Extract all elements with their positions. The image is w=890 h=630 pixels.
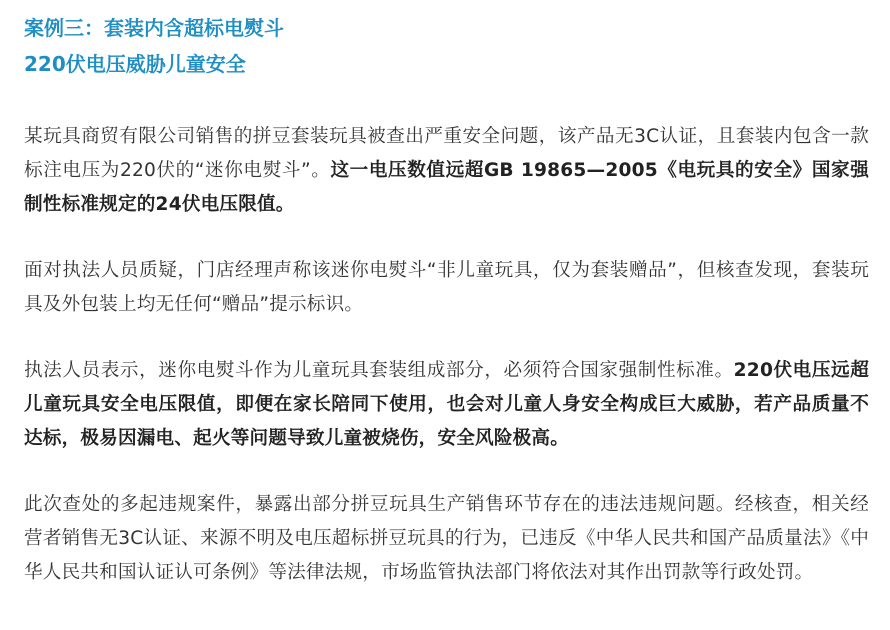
- paragraph-1-text: 某玩具商贸有限公司销售的拼豆套装玩具被查出严重安全问题，该产品无3C认证，且套装内包含一款标注电压为220伏的“迷你电熨斗”。: [24, 126, 869, 181]
- paragraph-4-text: 此次查处的多起违规案件，暴露出部分拼豆玩具生产销售环节存在的违法违规问题。经核查，相关经营者销售无3C认证、来源不明及电压超标拼豆玩具的行为，已违反《中华人民共和国产品质量法》《中华人民共和国认证认可条例》等法律法规，市场监管执法部门将依法对其作出罚款等行政处罚。: [24, 494, 869, 583]
- article-title: [24, 10, 869, 82]
- paragraph-3-text: 执法人员表示，迷你电熨斗作为儿童玩具套装组成部分，必须符合国家强制性标准。: [24, 360, 734, 381]
- paragraph-4: [24, 488, 869, 590]
- paragraph-3: [24, 354, 869, 456]
- paragraph-2: [24, 254, 869, 322]
- paragraph-3-emphasis: 220伏电压远超儿童玩具安全电压限值，即便在家长陪同下使用，也会对儿童人身安全构成巨大威胁，若产品质量不达标，极易因漏电、起火等问题导致儿童被烧伤，安全风险极高。: [24, 360, 869, 449]
- article: [24, 10, 869, 590]
- paragraph-2-text: 面对执法人员质疑，门店经理声称该迷你电熨斗“非儿童玩具，仅为套装赠品”，但核查发现，套装玩具及外包装上均无任何“赠品”提示标识。: [24, 260, 869, 315]
- title-line-2: 220伏电压威胁儿童安全: [24, 52, 246, 76]
- paragraph-1: [24, 120, 869, 222]
- paragraph-1-emphasis: 这一电压数值远超GB 19865—2005《电玩具的安全》国家强制性标准规定的24伏电压限值。: [24, 160, 870, 215]
- title-line-1: 案例三：套装内含超标电熨斗: [24, 16, 284, 40]
